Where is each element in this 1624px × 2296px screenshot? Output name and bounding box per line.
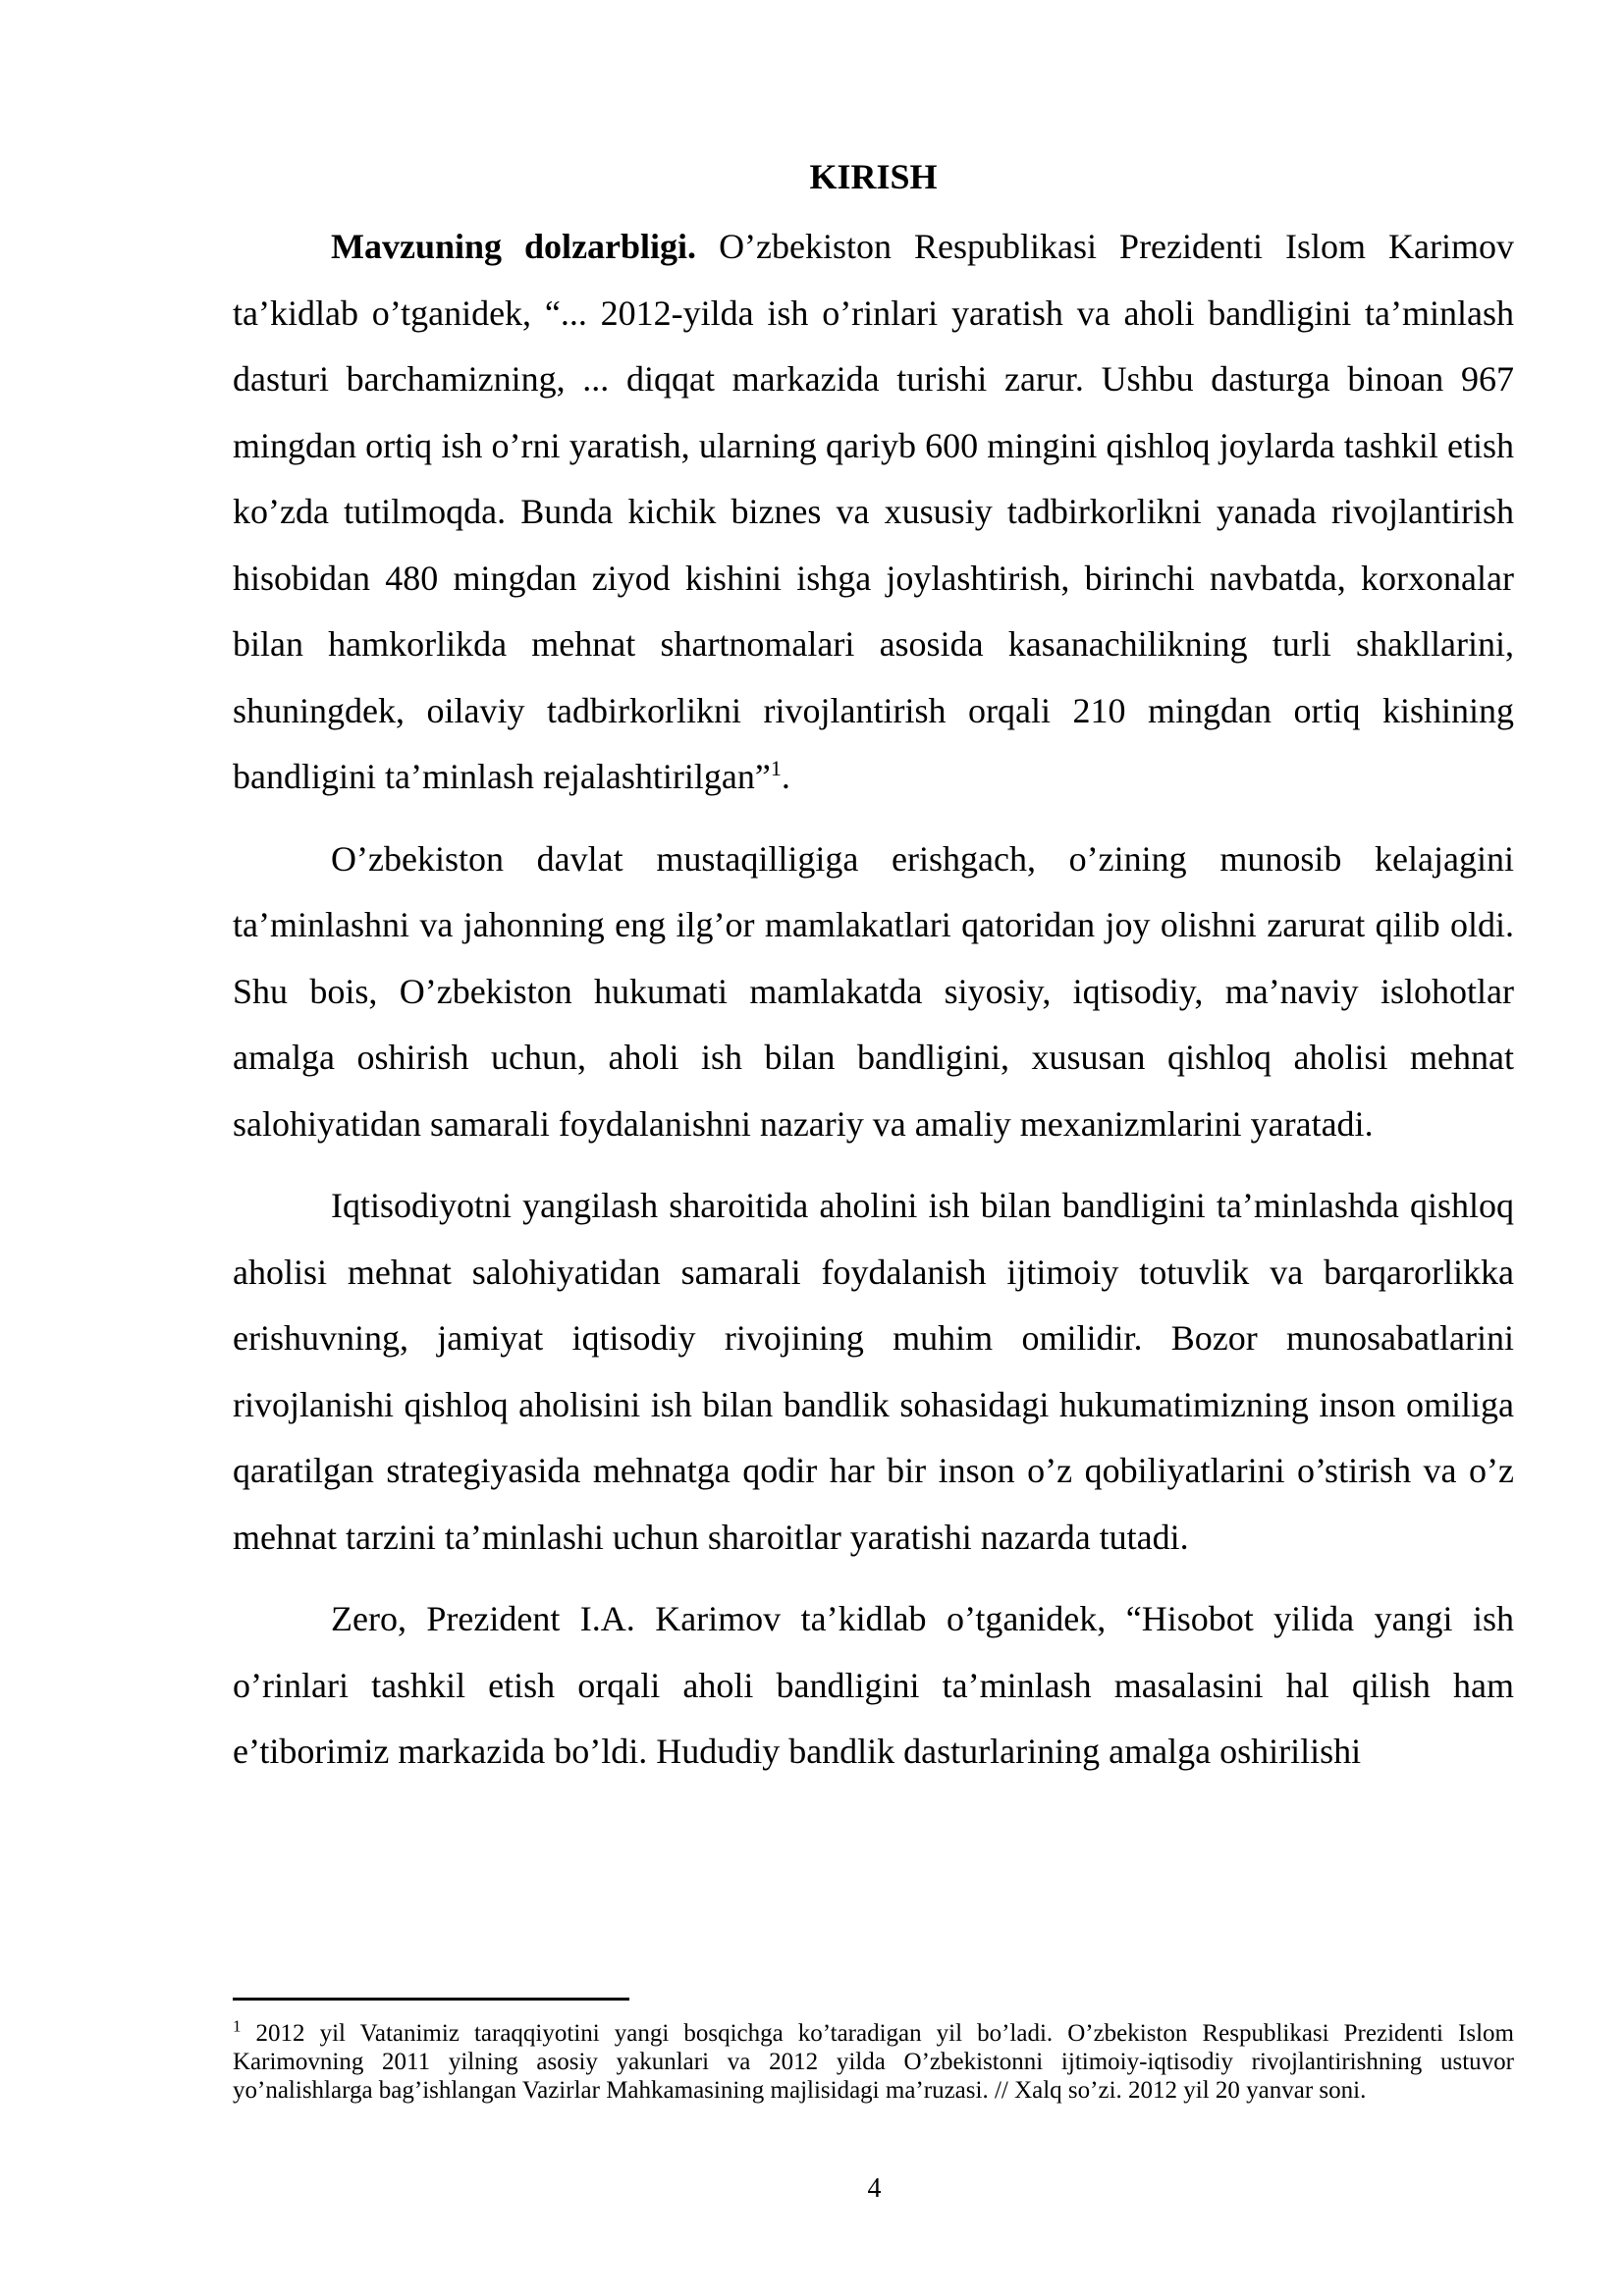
page-number: 4	[867, 2173, 882, 2204]
section-heading: KIRISH	[809, 157, 938, 196]
relevance-end: .	[781, 757, 790, 796]
relevance-label: Mavzuning dolzarbligi.	[331, 227, 697, 266]
paragraph-president-quote: Zero, Prezident I.A. Karimov ta’kidlab o’tganidek, “Hisobot yilida yangi ish o’rinlari tashkil etish orqali aholi bandligini ta’minlash masalasini hal qilish ham e’tiborimiz markazida bo’ldi. Hududiy bandlik dasturlarining amalga oshirilishi	[233, 1599, 1514, 1771]
footnote-text: 2012 yil Vatanimiz taraqqiyotini yangi bosqichga ko’taradigan yil bo’ladi. O’zbekiston Respublikasi Prezidenti Islom Karimovning 2011 yilning asosiy yakunlari va 2012 yilda O’zbekistonni ijtimoiy-iqtisodiy rivojlantirishning ustuvor yo’nalishlarga bag’ishlangan Vazirlar Mahkamasining majlisidagi ma’ruzasi. // Xalq so’zi. 2012 yil 20 yanvar soni.	[233, 2020, 1514, 2104]
paragraph-independence: O’zbekiston davlat mustaqilligiga erishgach, o’zining munosib kelajagini ta’minlashni va jahonning eng ilg’or mamlakatlari qatoridan joy olishni zarurat qilib oldi. Shu bois, O’zbekiston hukumati mamlakatda siyosiy, iqtisodiy, ma’naviy islohotlar amalga oshirish uchun, aholi ish bilan bandligini, xususan qishloq aholisi mehnat salohiyatidan samarali foydalanishni nazariy va amaliy mexanizmlarini yaratadi.	[233, 838, 1514, 1144]
footnote-separator	[233, 1998, 629, 2001]
footnote-reference[interactable]: 1	[770, 756, 782, 780]
paragraph-economy: Iqtisodiyotni yangilash sharoitida aholini ish bilan bandligini ta’minlashda qishloq aholisi mehnat salohiyatidan samarali foydalanish ijtimoiy totuvlik va barqarorlikka erishuvning, jamiyat iqtisodiy rivojining muhim omilidir. Bozor munosabatlarini rivojlanishi qishloq aholisini ish bilan bandlik sohasidagi hukumatimizning inson omiliga qaratilgan strategiyasida mehnatga qodir har bir inson o’z qobiliyatlarini o’stirish va o’z mehnat tarzini ta’minlashi uchun sharoitlar yaratishi nazarda tutadi.	[233, 1186, 1514, 1557]
footnote-marker: 1	[233, 2016, 242, 2036]
relevance-text: O’zbekiston Respublikasi Prezidenti Islom Karimov ta’kidlab o’tganidek, “... 2012-yilda ish o’rinlari yaratish va aholi bandligini ta’minlash dasturi barchamizning, ... diqqat markazida turishi zarur. Ushbu dasturga binoan 967 mingdan ortiq ish o’rni yaratish, ularning qariyb 600 mingini qishloq joylarda tashkil etish ko’zda tutilmoqda. Bunda kichik biznes va xususiy tadbirkorlikni yanada rivojlantirish hisobidan 480 mingdan ziyod kishini ishga joylashtirish, birinchi navbatda, korxonalar bilan hamkorlikda mehnat shartnomalari asosida kasanachilikning turli shakllarini, shuningdek, oilaviy tadbirkorlikni rivojlantirish orqali 210 mingdan ortiq kishining bandligini ta’minlash rejalashtirilgan”	[233, 227, 1514, 796]
footnote	[233, 2016, 1514, 2105]
document-page	[233, 147, 1514, 1786]
paragraph-relevance	[233, 214, 1514, 811]
